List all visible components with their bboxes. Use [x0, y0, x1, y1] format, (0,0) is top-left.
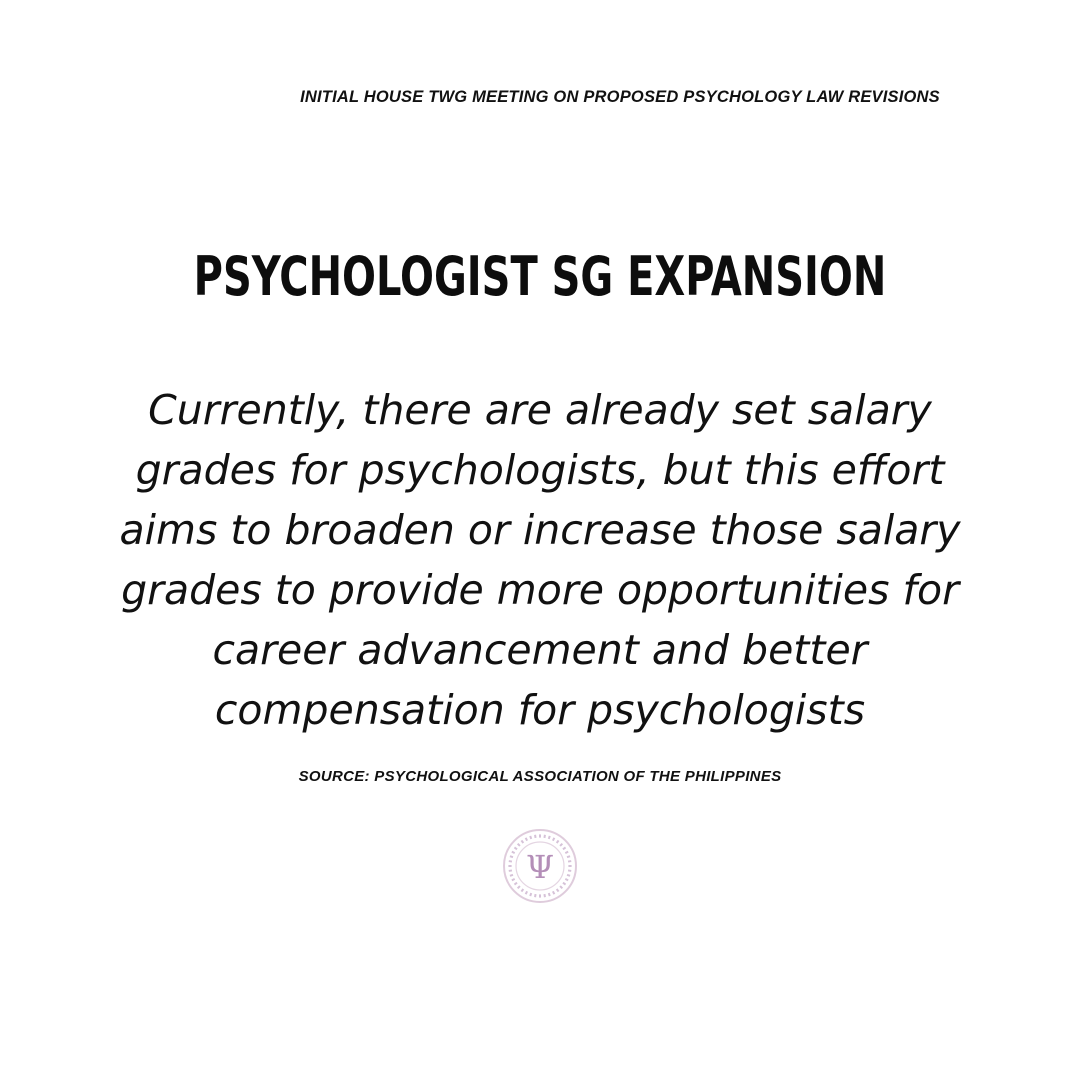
seal-lettering-mark — [517, 885, 521, 889]
seal-lettering-mark — [509, 860, 512, 862]
seal-lettering-mark — [508, 865, 511, 867]
seal-lettering-mark — [565, 878, 569, 881]
psi-seal-graphic — [500, 826, 580, 906]
seal-lettering-mark — [543, 835, 545, 838]
seal-lettering-mark — [556, 840, 559, 844]
seal-lettering-mark — [562, 882, 566, 885]
seal-lettering-mark — [539, 834, 541, 837]
seal-lettering-mark — [562, 847, 566, 850]
seal-lettering-mark — [548, 893, 551, 897]
body-line: career advancement and better — [212, 626, 868, 674]
seal-lettering-mark — [567, 874, 571, 877]
headline-text: PSYCHOLOGIST SG EXPANSION — [193, 245, 887, 308]
seal-lettering-mark — [514, 847, 518, 850]
seal-lettering-mark — [534, 835, 536, 838]
seal-lettering-mark — [510, 855, 514, 858]
body-line: grades to provide more opportunities for — [121, 566, 959, 614]
seal-lettering-mark — [511, 878, 515, 881]
seal-lettering-mark — [568, 869, 571, 871]
seal-lettering-mark — [539, 894, 541, 897]
body-line: grades for psychologists, but this effort — [135, 446, 945, 494]
seal-lettering-mark — [568, 865, 571, 867]
seal-lettering-mark — [510, 874, 514, 877]
source-credit: SOURCE: PSYCHOLOGICAL ASSOCIATION OF THE PHILIPPINES — [298, 768, 782, 785]
seal-lettering-mark — [529, 836, 532, 840]
seal-lettering-mark — [568, 860, 571, 862]
seal-lettering-mark — [525, 891, 528, 895]
seal-lettering-mark — [559, 885, 563, 889]
seal-lettering-mark — [556, 888, 559, 892]
seal-lettering-mark — [529, 893, 532, 897]
body-line: compensation for psychologists — [214, 686, 866, 734]
seal-lettering-mark — [567, 855, 571, 858]
seal-lettering-mark — [514, 882, 518, 885]
seal-lettering-mark — [534, 894, 536, 897]
seal-lettering-mark — [521, 888, 524, 892]
seal-lettering-mark — [552, 891, 555, 895]
seal-lettering-mark — [521, 840, 524, 844]
seal-lettering-mark — [509, 869, 512, 871]
seal-lettering-mark — [511, 851, 515, 854]
body-line: Currently, there are already set salary — [148, 386, 932, 434]
seal-lettering-mark — [517, 843, 521, 847]
seal-lettering-mark — [552, 837, 555, 841]
seal-lettering-mark — [548, 836, 551, 840]
body-paragraph — [60, 380, 1020, 740]
seal-lettering-mark — [559, 843, 563, 847]
page-title — [0, 245, 1080, 308]
seal-lettering-mark — [565, 851, 569, 854]
psi-glyph: Ψ — [525, 848, 555, 886]
event-kicker: INITIAL HOUSE TWG MEETING ON PROPOSED PSYCHOLOGY LAW REVISIONS — [300, 88, 940, 106]
psi-seal-icon — [500, 826, 580, 906]
body-line: aims to broaden or increase those salary — [119, 506, 961, 554]
seal-lettering-mark — [543, 894, 545, 897]
seal-lettering-mark — [525, 837, 528, 841]
